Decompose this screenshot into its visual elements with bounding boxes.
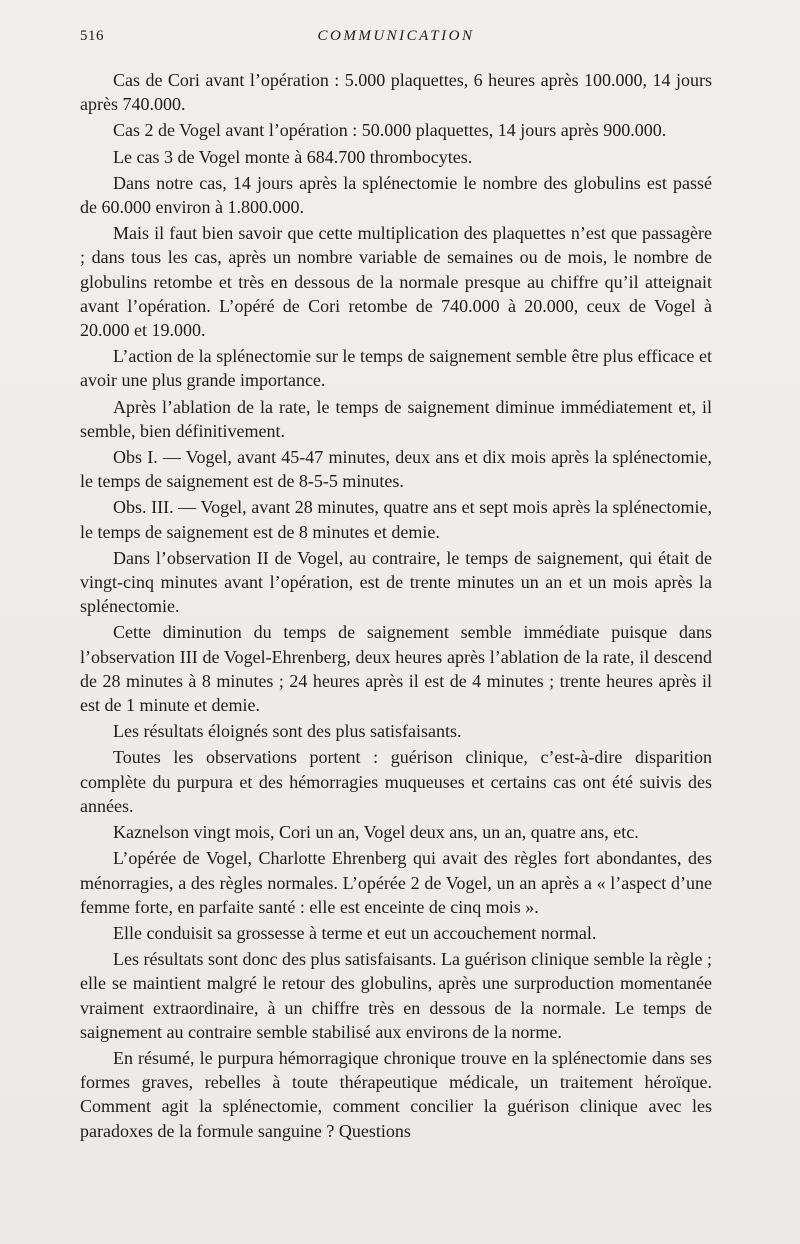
paragraph: Mais il faut bien savoir que cette multiplication des plaquettes n’est que passagère ; dans tous les cas, après un nombre variable de semaines ou de mois, le nombre de globulins retombe et très en dessous de la normale presque au chiffre qu’il atteignait avant l’opération. L’opéré de Cori retombe de 740.000 à 20.000, ceux de Vogel à 20.000 et 19.000. xyxy=(80,223,712,341)
paragraph: Kaznelson vingt mois, Cori un an, Vogel deux ans, un an, quatre ans, etc. xyxy=(113,822,639,843)
paragraph: En résumé, le purpura hémorragique chronique trouve en la splénectomie dans ses formes graves, rebelles à toute thérapeutique médicale, un traitement héroïque. Comment agit la splénectomie, comment concilier la guérison clinique avec les paradoxes de la formule sanguine ? Questions xyxy=(80,1047,712,1141)
body-text xyxy=(80,68,712,1145)
page-number: 516 xyxy=(80,28,104,44)
paragraph: Obs. III. — Vogel, avant 28 minutes, quatre ans et sept mois après la splénectomie, le temps de saignement est de 8 minutes et demie. xyxy=(80,497,712,542)
paragraph: L’action de la splénectomie sur le temps de saignement semble être plus efficace et avoir une plus grande importance. xyxy=(80,346,712,391)
paragraph: Cette diminution du temps de saignement semble immédiate puisque dans l’observation III de Vogel-Ehrenberg, deux heures après l’ablation de la rate, il descend de 28 minutes à 8 minutes ; 24 heures après il est de 4 minutes ; trente heures après il est de 1 minute et demie. xyxy=(80,622,712,716)
paragraph: Dans notre cas, 14 jours après la splénectomie le nombre des globulins est passé de 60.000 environ à 1.800.000. xyxy=(80,172,712,218)
paragraph: Cas de Cori avant l’opération : 5.000 plaquettes, 6 heures après 100.000, 14 jours après 740.000. xyxy=(80,70,712,115)
running-title: COMMUNICATION xyxy=(317,28,475,44)
paragraph: Obs I. — Vogel, avant 45-47 minutes, deux ans et dix mois après la splénectomie, le temps de saignement est de 8-5-5 minutes. xyxy=(80,447,712,492)
paragraph: Toutes les observations portent : guérison clinique, c’est-à-dire disparition complète du purpura et des hémorragies muqueuses et certains cas ont été suivis des années. xyxy=(80,747,712,816)
paragraph: Les résultats sont donc des plus satisfaisants. La guérison clinique semble la règle ; elle se maintient malgré le retour des globulins, après une surproduction momentanée vraiment extraordinaire, à un chiffre très en dessous de la normale. Le temps de saignement au contraire semble stabilisé aux environs de la norme. xyxy=(80,949,712,1042)
paragraph: L’opérée de Vogel, Charlotte Ehrenberg qui avait des règles fort abondantes, des ménorragies, a des règles normales. L’opérée 2 de Vogel, un an après a « l’aspect d’une femme forte, en parfaite santé : elle est enceinte de cinq mois ». xyxy=(80,848,712,917)
paragraph: Les résultats éloignés sont des plus satisfaisants. xyxy=(113,721,462,742)
paragraph: Dans l’observation II de Vogel, au contraire, le temps de saignement, qui était de vingt-cinq minutes avant l’opération, est de trente minutes un an et un mois après la splénectomie. xyxy=(80,547,712,617)
paragraph: Le cas 3 de Vogel monte à 684.700 thrombocytes. xyxy=(113,146,473,167)
paragraph: Elle conduisit sa grossesse à terme et eut un accouchement normal. xyxy=(113,922,597,943)
page-header xyxy=(80,28,712,50)
paragraph: Après l’ablation de la rate, le temps de saignement diminue immédiatement et, il semble, bien définitivement. xyxy=(80,396,712,441)
paragraph: Cas 2 de Vogel avant l’opération : 50.000 plaquettes, 14 jours après 900.000. xyxy=(113,120,667,141)
